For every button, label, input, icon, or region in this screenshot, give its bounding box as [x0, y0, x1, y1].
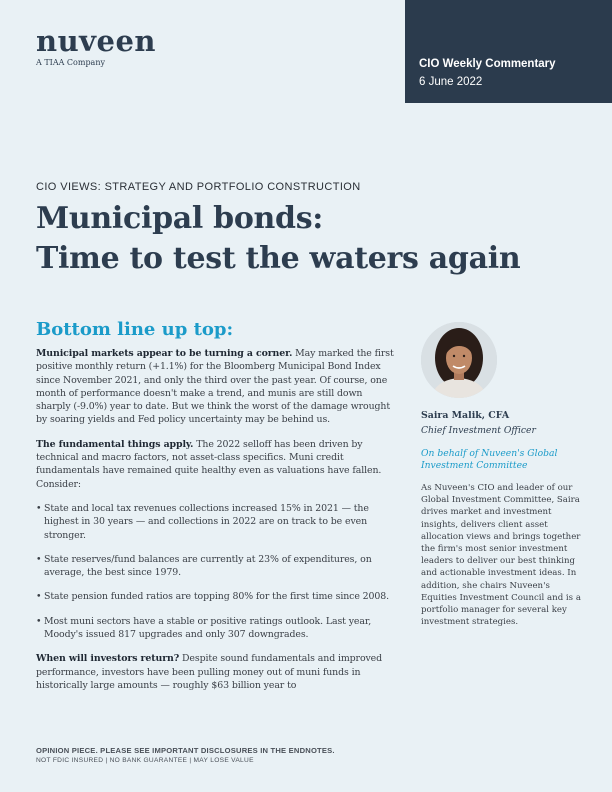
page-title	[36, 199, 520, 279]
author-photo	[421, 322, 497, 398]
title-line-2: Time to test the waters again	[36, 241, 521, 276]
main-body	[36, 347, 394, 703]
bottom-line-heading: Bottom line up top:	[36, 319, 234, 340]
page-footer	[36, 746, 335, 764]
list-item: • State pension funded ratios are topping 80% for the first time since 2008.	[36, 591, 389, 603]
author-name: Saira Malik, CFA	[421, 410, 510, 421]
author-title: Chief Investment Officer	[421, 425, 536, 436]
banner-title: CIO Weekly Commentary	[419, 58, 556, 70]
paragraph-investors	[36, 652, 394, 692]
list-item: • Most muni sectors have a stable or positive ratings outlook. Last year, Moody's issued 817 upgrades and only 307 downgrades.	[36, 615, 372, 641]
section-kicker: CIO VIEWS: STRATEGY AND PORTFOLIO CONSTRUCTION	[36, 181, 361, 193]
paragraph-text: Despite sound fundamentals and improved performance, investors have been pulling money out of muni funds in historically large amounts — roughly $63 billion year to	[36, 653, 383, 691]
disclosure-note: OPINION PIECE. PLEASE SEE IMPORTANT DISCLOSURES IN THE ENDNOTES.	[36, 746, 335, 755]
paragraph-lead: Municipal markets appear to be turning a corner.	[36, 348, 293, 359]
list-item: • State and local tax revenues collections increased 15% in 2021 — the highest in 30 years — and collections in 2022 are on track to be even stronger.	[36, 502, 369, 541]
commentary-banner	[405, 0, 612, 103]
fundamentals-list	[36, 502, 394, 641]
paragraph-lead: The fundamental things apply.	[36, 438, 194, 450]
list-item: • State reserves/fund balances are currently at 23% of expenditures, on average, the best since 1979.	[36, 553, 372, 579]
author-sidebar	[421, 410, 581, 628]
paragraph-text: May marked the first positive monthly return (+1.1%) for the Bloomberg Municipal Bond Index since November 2021, and only the third over the past year. Of course, one month of performance doesn't make a trend, and munis are still down sharply (-9.0%) year to date. But we think the worst of the damage wrought by soaring yields and Fed policy uncertainty may be behind us.	[36, 348, 394, 426]
legal-line: NOT FDIC INSURED | NO BANK GUARANTEE | MAY LOSE VALUE	[36, 757, 254, 764]
banner-date: 6 June 2022	[419, 76, 483, 88]
nuveen-logo	[36, 26, 156, 67]
logo-tagline: A TIAA Company	[36, 58, 105, 67]
logo-wordmark: nuveen	[36, 24, 157, 58]
paragraph-fundamentals	[36, 438, 394, 491]
title-line-1: Municipal bonds:	[36, 201, 324, 236]
paragraph-markets	[36, 347, 394, 427]
author-committee: On behalf of Nuveen's Global Investment Committee	[421, 448, 558, 471]
paragraph-lead: When will investors return?	[36, 653, 180, 665]
paragraph-text: The 2022 selloff has been driven by technical and macro factors, not asset-class specifics. Muni credit fundamentals have remained quite healthy even as valuations have fallen. Consider:	[36, 438, 382, 490]
author-bio: As Nuveen's CIO and leader of our Global Investment Committee, Saira drives market and investment insights, delivers client asset allocation views and brings together the firm's most senior investment leaders to deliver our best thinking and actionable investment ideas. In addition, she chairs Nuveen's Equities Investment Council and is a portfolio manager for several key investment strategies.	[421, 483, 581, 628]
